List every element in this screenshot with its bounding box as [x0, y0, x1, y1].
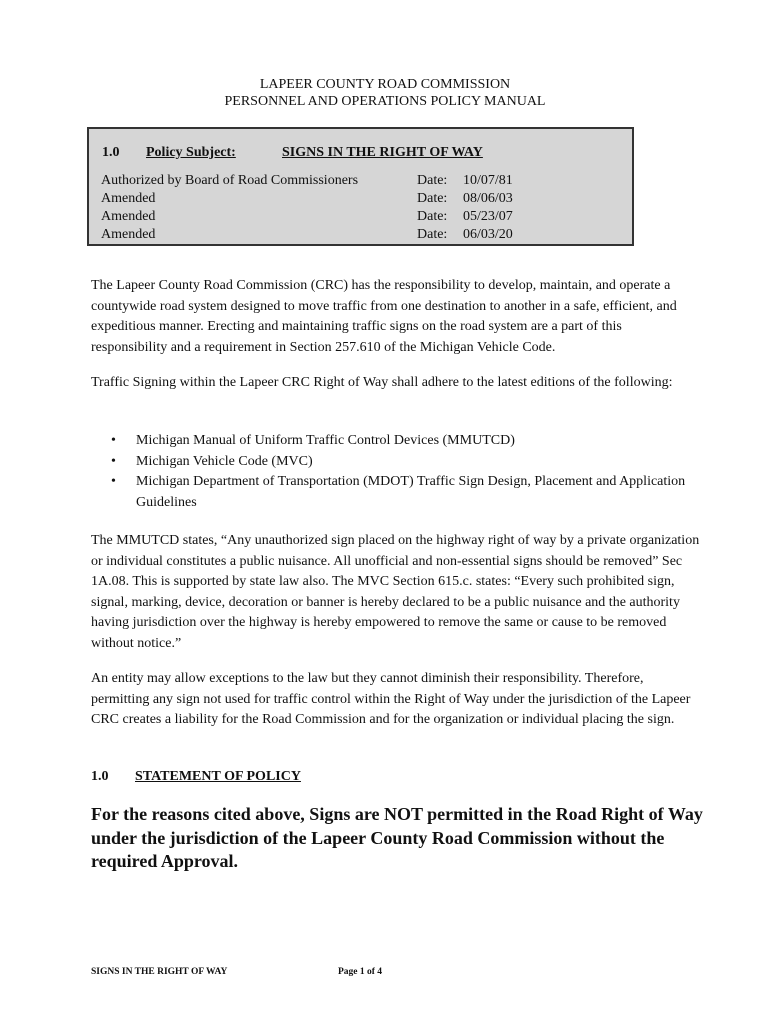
authorization-label: Authorized by Board of Road Commissioners — [101, 173, 359, 188]
header-manual-title: PERSONNEL AND OPERATIONS POLICY MANUAL — [224, 94, 546, 109]
policy-number: 1.0 — [102, 145, 120, 160]
policy-subject: SIGNS IN THE RIGHT OF WAY — [282, 145, 483, 160]
bullet-icon: • — [111, 474, 116, 490]
paragraph-responsibility: The Lapeer County Road Commission (CRC) has the responsibility to develop, maintain, and operate a countywide road system designed to move traffic from one destination to another in a safe, efficient, and expeditious manner. Erecting and maintaining traffic signs on the road system are a part of this responsibility and a requirement in Section 257.610 of the Michigan Vehicle Code. — [91, 278, 677, 355]
amendment-date-label: Date: — [417, 191, 448, 206]
amendment-label: Amended — [101, 227, 156, 242]
authorization-date: 10/07/81 — [463, 173, 513, 188]
policy-subject-label: Policy Subject: — [146, 145, 236, 160]
list-item — [111, 431, 691, 452]
list-item-text: Michigan Vehicle Code (MVC) — [136, 453, 313, 469]
authorization-date-label: Date: — [417, 173, 448, 188]
footer-title: SIGNS IN THE RIGHT OF WAY — [91, 967, 228, 977]
list-item-text: Michigan Department of Transportation (MDOT) Traffic Sign Design, Placement and Application Guidelines — [136, 474, 686, 510]
amendment-date: 05/23/07 — [463, 209, 513, 224]
paragraph-mmutcd: The MMUTCD states, “Any unauthorized sign placed on the highway right of way by a private organization or individual constitutes a public nuisance. All unofficial and non-essential signs should be removed” Sec 1A.08. This is supported by state law also. The MVC Section 615.c. states: “Every such prohibited sign, signal, marking, device, decoration or banner is hereby declared to be a public nuisance and the authority having jurisdiction over the highway is hereby empowered to remove the same or cause to be removed without notice.” — [91, 533, 700, 651]
bullet-icon: • — [111, 453, 116, 469]
bullet-icon: • — [111, 433, 116, 448]
statement-number: 1.0 — [91, 769, 109, 784]
page-number: Page 1 of 4 — [338, 967, 383, 977]
list-item-text: Michigan Manual of Uniform Traffic Control Devices (MMUTCD) — [136, 433, 515, 448]
amendment-label: Amended — [101, 209, 156, 224]
policy-statement: For the reasons cited above, Signs are NOT permitted in the Road Right of Way under the jurisdiction of the Lapeer County Road Commission without the required Approval. — [91, 804, 703, 871]
policy-info-box — [87, 127, 634, 246]
amendment-date: 08/06/03 — [463, 191, 513, 206]
amendment-date-label: Date: — [417, 209, 448, 224]
amendment-date: 06/03/20 — [463, 227, 513, 242]
paragraph-adherence: Traffic Signing within the Lapeer CRC Right of Way shall adhere to the latest editions of the following: — [91, 375, 673, 390]
paragraph-exceptions: An entity may allow exceptions to the law but they cannot diminish their responsibility. Therefore, permitting any sign not used for traffic control within the Right of Way under the jurisdiction of the Lapeer CRC creates a liability for the Road Commission and for the organization or individual placing the sign. — [91, 671, 691, 728]
statement-title: STATEMENT OF POLICY — [135, 769, 301, 784]
amendment-date-label: Date: — [417, 227, 448, 242]
header-organization: LAPEER COUNTY ROAD COMMISSION — [259, 77, 511, 92]
list-item — [111, 452, 691, 473]
amendment-label: Amended — [101, 191, 156, 206]
reference-list — [111, 431, 691, 513]
list-item — [111, 472, 691, 513]
